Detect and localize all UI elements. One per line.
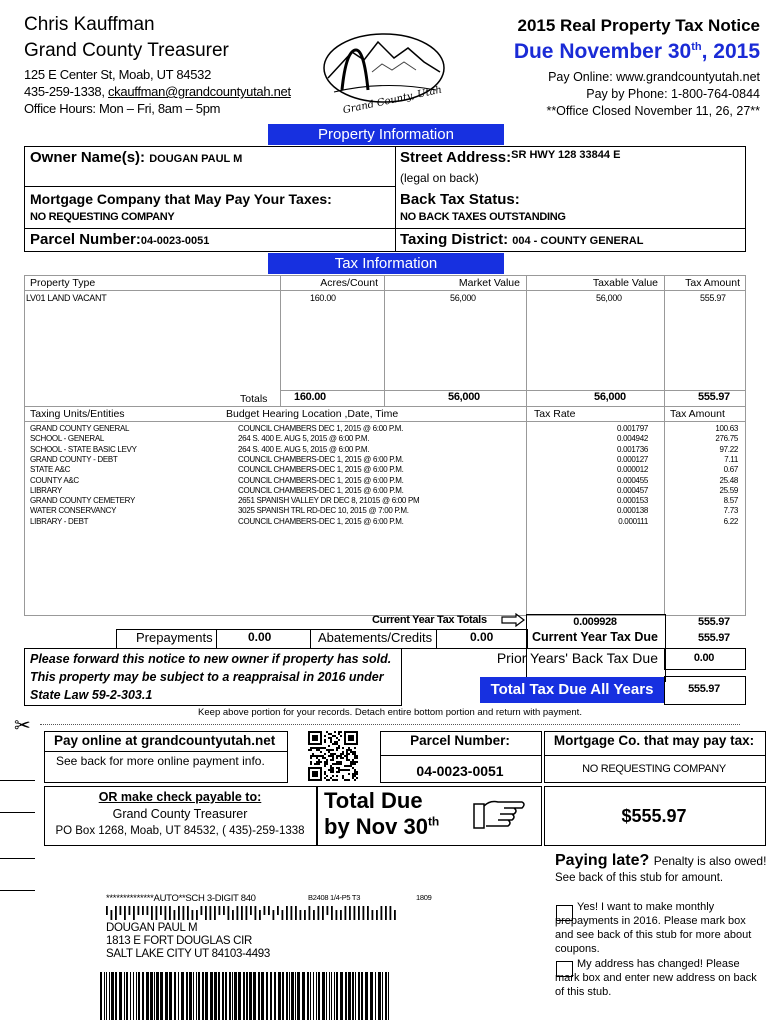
unit-amount: 276.75 xyxy=(715,434,738,444)
owner-row xyxy=(30,149,242,166)
owner-label: Owner Name(s): xyxy=(30,149,146,166)
unit-amount: 6.22 xyxy=(723,516,738,526)
unit-name: GRAND COUNTY CEMETERY xyxy=(30,496,135,506)
paying-late xyxy=(555,852,766,870)
back-tax-value: NO BACK TAXES OUTSTANDING xyxy=(400,211,566,223)
unit-amount: 0.67 xyxy=(723,465,738,475)
unit-hearing: 264 S. 400 E. AUG 5, 2015 @ 6:00 P.M. xyxy=(238,434,370,444)
treasurer-contact xyxy=(24,84,291,99)
col-taxable: Taxable Value xyxy=(592,277,658,289)
monthly-prepay-text: Yes! I want to make monthly prepayments in 2016. Please mark box and see back of this stub for more about coupons. xyxy=(555,901,752,955)
totals-market: 56,000 xyxy=(448,391,480,403)
total-due-all-years-value: 555.97 xyxy=(688,683,720,695)
unit-rate: 0.000127 xyxy=(617,454,648,464)
unit-amount: 7.73 xyxy=(723,506,738,516)
col-market: Market Value xyxy=(458,277,520,289)
street-label: Street Address: xyxy=(400,149,512,166)
due-date-prefix: Due November 30 xyxy=(513,40,692,63)
unit-name: SCHOOL - STATE BASIC LEVY xyxy=(30,444,137,454)
unit-name: LIBRARY - DEBT xyxy=(30,516,89,526)
unit-hearing: COUNCIL CHAMBERS-DEC 1, 2015 @ 6:00 P.M. xyxy=(238,465,404,475)
unit-amount: 25.48 xyxy=(719,475,738,485)
current-due-value: 555.97 xyxy=(698,632,730,644)
due-date-sup: th xyxy=(691,41,702,53)
unit-rate: 0.000012 xyxy=(617,465,648,475)
mortgage-value: NO REQUESTING COMPANY xyxy=(30,211,175,223)
prepayments-label: Prepayments xyxy=(136,630,213,645)
tax-row-type: LV01 LAND VACANT xyxy=(26,293,107,303)
prepayments-value: 0.00 xyxy=(248,630,272,644)
stub-parcel-value: 04-0023-0051 xyxy=(416,763,504,779)
unit-rate: 0.000153 xyxy=(617,496,648,506)
unit-rate: 0.001736 xyxy=(617,444,648,454)
unit-name: GRAND COUNTY GENERAL xyxy=(30,424,130,433)
logo-text: Grand County, Utah xyxy=(341,84,443,117)
unit-name: SCHOOL - GENERAL xyxy=(30,434,105,444)
current-rate-total: 0.009928 xyxy=(573,616,617,628)
treasurer-name: Chris Kauffman xyxy=(24,14,155,35)
total-due-sup: th xyxy=(427,814,440,829)
unit-hearing: COUNCIL CHAMBERS-DEC 1, 2015 @ 6:00 P.M. xyxy=(238,454,404,464)
mail-code-2: B2408 1/4-P5 T3 xyxy=(308,893,361,902)
due-date xyxy=(514,40,760,64)
back-tax-label: Back Tax Status: xyxy=(400,191,520,208)
current-amount-total: 555.97 xyxy=(698,616,730,628)
unit-amount: 7.11 xyxy=(724,454,738,464)
unit-name: LIBRARY xyxy=(30,485,62,495)
office-closed-note: **Office Closed November 11, 26, 27** xyxy=(546,104,760,118)
unit-name: GRAND COUNTY - DEBT xyxy=(30,454,118,464)
see-back-note: See back of this stub for amount. xyxy=(555,872,724,884)
col-tax-amount: Tax Amount xyxy=(670,408,725,420)
stub-parcel-label: Parcel Number: xyxy=(410,733,510,748)
addressee-street: 1813 E FORT DOUGLAS CIR xyxy=(106,935,253,947)
district-value: 004 - COUNTY GENERAL xyxy=(512,235,644,247)
totals-acres: 160.00 xyxy=(294,391,326,403)
total-due-line2 xyxy=(324,814,439,840)
unit-name: COUNTY A&C xyxy=(30,475,79,485)
totals-label: Totals xyxy=(240,393,268,405)
col-amount: Tax Amount xyxy=(685,277,740,289)
unit-amount: 97.22 xyxy=(719,444,738,454)
district-label: Taxing District: xyxy=(400,231,509,248)
qr-code xyxy=(308,731,358,781)
paying-late-label: Paying late? xyxy=(555,852,650,869)
treasurer-phone: 435-259-1338, xyxy=(24,84,108,99)
mail-code: **************AUTO**SCH 3-DIGIT 840 xyxy=(106,893,256,904)
check-address: PO Box 1268, Moab, UT 84532, ( 435)-259-1338 xyxy=(55,825,305,837)
unit-name: WATER CONSERVANCY xyxy=(30,506,117,516)
abatements-value: 0.00 xyxy=(470,630,494,644)
total-due-value: $555.97 xyxy=(621,806,687,826)
mail-code-3: 1809 xyxy=(416,893,432,902)
pay-online-note: See back for more online payment info. xyxy=(56,754,265,768)
unit-rate: 0.000457 xyxy=(617,485,648,495)
scan-barcode xyxy=(100,972,394,1024)
treasurer-office: Grand County Treasurer xyxy=(24,40,229,61)
tax-row-acres: 160.00 xyxy=(310,293,336,303)
street-note: (legal on back) xyxy=(400,171,479,185)
col-acres: Acres/Count xyxy=(320,277,378,289)
unit-hearing: 2651 SPANISH VALLEY DR DEC 8, 21015 @ 6:00 PM xyxy=(238,496,420,506)
forward-notice: Please forward this notice to new owner if property has sold. This property may be subject to a reappraisal in 2016 under State Law 59-2-303.1 xyxy=(30,652,392,702)
due-date-suffix: , 2015 xyxy=(701,40,760,63)
unit-name: STATE A&C xyxy=(30,465,71,475)
unit-rate: 0.000138 xyxy=(617,506,648,516)
current-totals-label: Current Year Tax Totals xyxy=(372,614,487,626)
prior-years-label: Prior Years' Back Tax Due xyxy=(496,650,658,666)
unit-hearing: COUNCIL CHAMBERS-DEC 1, 2015 @ 6:00 P.M. xyxy=(238,475,404,485)
treasurer-email-link[interactable]: ckauffman@grandcountyutah.net xyxy=(107,84,291,99)
scissors-icon: ✂ xyxy=(14,713,31,737)
owner-value: DOUGAN PAUL M xyxy=(149,153,243,165)
addressee-name: DOUGAN PAUL M xyxy=(106,922,198,934)
district-row xyxy=(400,231,643,248)
notice-title: 2015 Real Property Tax Notice xyxy=(517,16,760,35)
treasurer-address: 125 E Center St, Moab, UT 84532 xyxy=(24,67,212,82)
taxing-units-rows xyxy=(0,424,770,544)
tax-row-amount: 555.97 xyxy=(700,293,726,303)
unit-amount: 8.57 xyxy=(723,496,738,506)
detach-line xyxy=(40,724,740,725)
stub-mortgage-label: Mortgage Co. that may pay tax: xyxy=(553,733,755,748)
pay-online-url[interactable]: Pay Online: www.grandcountyutah.net xyxy=(548,70,760,84)
total-due-all-years-label: Total Tax Due All Years xyxy=(480,677,664,703)
office-hours: Office Hours: Mon – Fri, 8am – 5pm xyxy=(24,101,221,116)
pay-by-phone: Pay by Phone: 1-800-764-0844 xyxy=(586,87,760,101)
col-property-type: Property Type xyxy=(30,277,96,289)
parcel-row xyxy=(30,231,209,248)
unit-rate: 0.004942 xyxy=(617,434,648,444)
pointing-hand-icon xyxy=(470,794,528,838)
tax-row-market: 56,000 xyxy=(450,293,476,303)
check-label: OR make check payable to: xyxy=(98,790,262,804)
address-change-text: My address has changed! Please mark box and enter new address on back of this stub. xyxy=(555,958,757,998)
col-budget-hearing: Budget Hearing Location ,Date, Time xyxy=(226,408,399,420)
pay-online-label[interactable]: Pay online at grandcountyutah.net xyxy=(54,733,276,748)
unit-rate: 0.000111 xyxy=(618,516,648,526)
totals-amount: 555.97 xyxy=(698,391,730,403)
parcel-label: Parcel Number: xyxy=(30,231,141,248)
check-payee: Grand County Treasurer xyxy=(112,807,248,821)
street-row xyxy=(400,149,620,166)
mortgage-label: Mortgage Company that May Pay Your Taxes: xyxy=(30,191,332,207)
current-due-label: Current Year Tax Due xyxy=(532,630,658,644)
tax-info-table xyxy=(24,275,746,407)
total-due-line1: Total Due xyxy=(324,788,423,813)
total-due-line2-prefix: by Nov 30 xyxy=(324,814,428,839)
totals-taxable: 56,000 xyxy=(594,391,626,403)
stub-mortgage-value: NO REQUESTING COMPANY xyxy=(582,763,726,775)
unit-hearing: COUNCIL CHAMBERS-DEC 1, 2015 @ 6:00 P.M. xyxy=(238,516,404,526)
penalty-note: Penalty is also owed! xyxy=(653,854,767,868)
unit-amount: 100.63 xyxy=(715,424,738,433)
addressee-city: SALT LAKE CITY UT 84103-4493 xyxy=(106,948,270,960)
property-info-header: Property Information xyxy=(268,124,504,145)
unit-rate: 0.000455 xyxy=(617,475,648,485)
unit-rate: 0.001797 xyxy=(617,424,648,433)
abatements-label: Abatements/Credits xyxy=(318,630,433,645)
unit-hearing: 264 S. 400 E. AUG 5, 2015 @ 6:00 P.M. xyxy=(238,444,370,454)
prior-years-value: 0.00 xyxy=(693,652,715,664)
col-taxing-units: Taxing Units/Entities xyxy=(30,408,125,420)
unit-hearing: COUNCIL CHAMBERS DEC 1, 2015 @ 6:00 P.M. xyxy=(238,424,404,433)
tax-info-header: Tax Information xyxy=(268,253,504,274)
col-tax-rate: Tax Rate xyxy=(534,408,576,420)
keep-notice: Keep above portion for your records. Detach entire bottom portion and return with payment. xyxy=(198,707,582,718)
tax-row-taxable: 56,000 xyxy=(596,293,622,303)
street-value: SR HWY 128 33844 E xyxy=(511,149,621,161)
parcel-value: 04-0023-0051 xyxy=(140,235,210,247)
unit-amount: 25.59 xyxy=(719,485,738,495)
unit-hearing: COUNCIL CHAMBERS-DEC 1, 2015 @ 6:00 P.M. xyxy=(238,485,404,495)
unit-hearing: 3025 SPANISH TRL RD-DEC 10, 2015 @ 7:00 P.M. xyxy=(238,506,409,516)
